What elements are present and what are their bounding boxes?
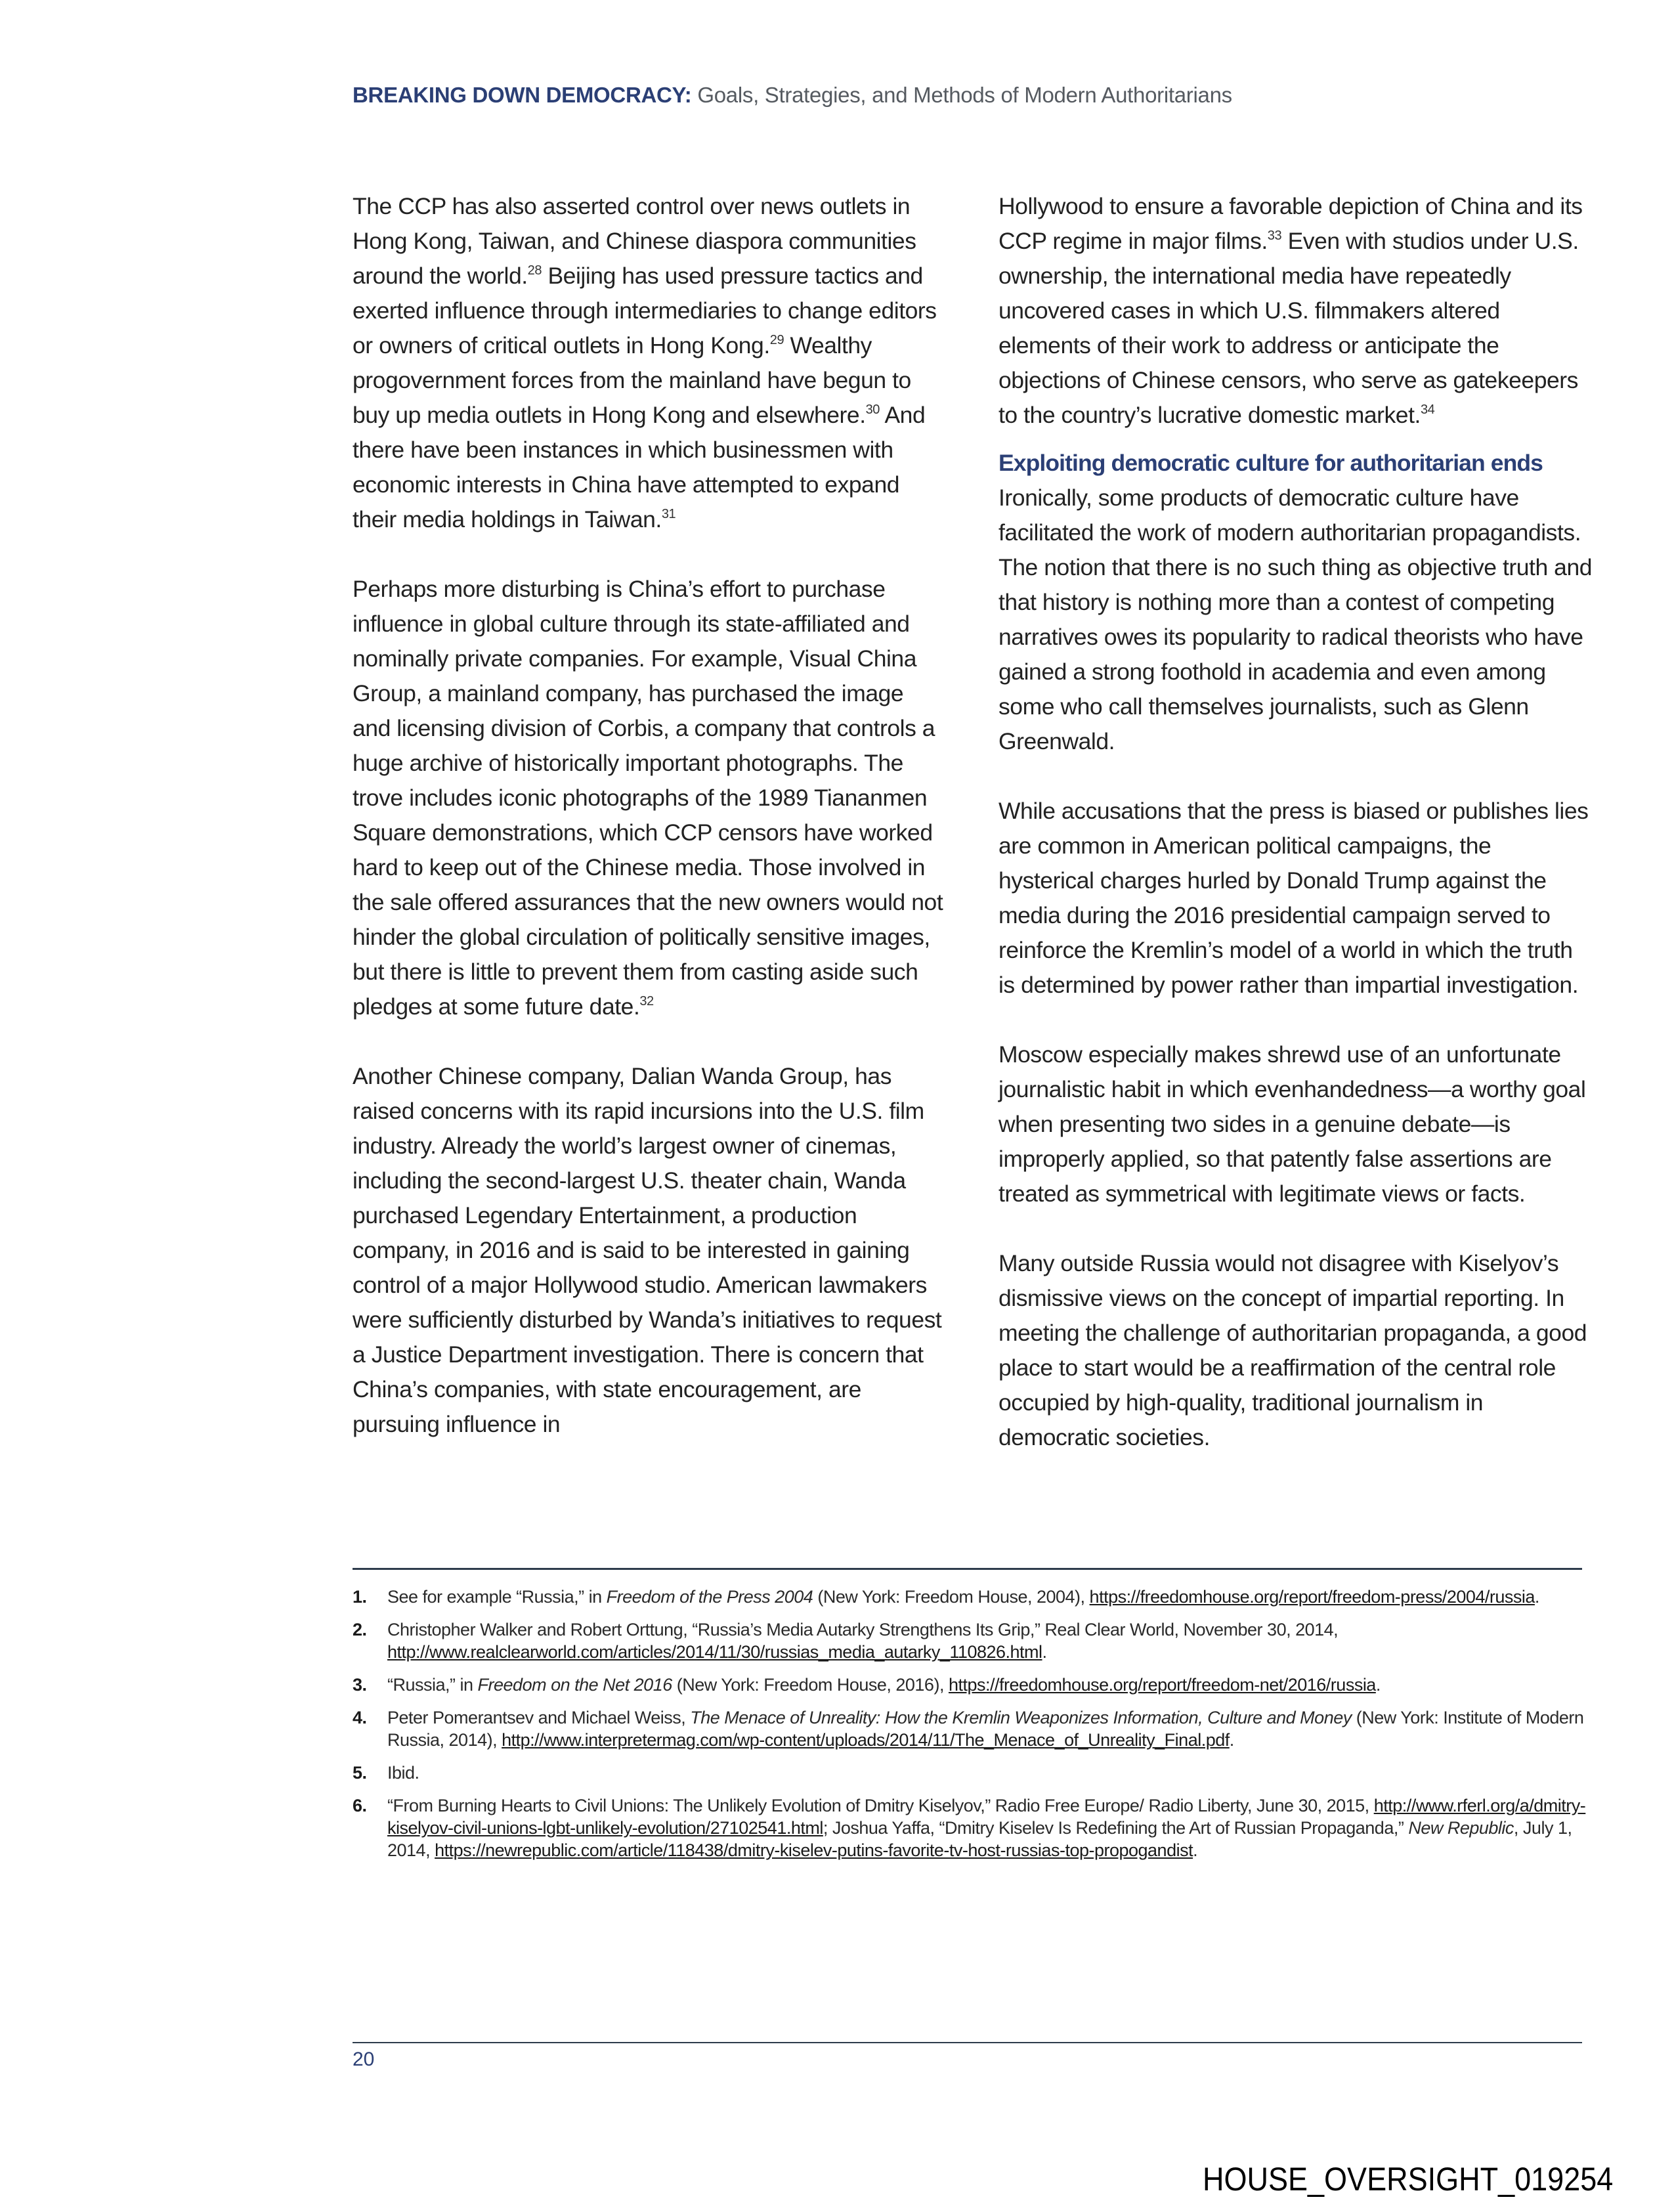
footnote-text: Ibid. [387, 1763, 419, 1783]
section-heading: Exploiting democratic culture for authoritarian ends [998, 450, 1543, 476]
footnote-text: “Russia,” in Freedom on the Net 2016 (New York: Freedom House, 2016), https://freedomhouse.org/report/freedom-net/2016/russia. [387, 1675, 1381, 1695]
italic-title: The Menace of Unreality: How the Kremlin Weaponizes Information, Culture and Money [690, 1708, 1352, 1727]
footnote-text: “From Burning Hearts to Civil Unions: The Unlikely Evolution of Dmitry Kiselyov,” Radio Free Europe/ Radio Liberty, June 30, 2015, http://www.rferl.org/a/dmitry-kiselyov-civil-unions-lgbt-unlikely-evolution/27102541.html; Joshua Yaffa, “Dmitry Kiselev Is Redefining the Art of Russian Propaganda,” New Republic, July 1, 2014, https://newrepublic.com/article/118438/dmitry-kiselev-putins-favorite-tv-host-russias-top-propogandist. [387, 1796, 1586, 1860]
paragraph: Many outside Russia would not disagree with Kiselyov’s dismissive views on the concept of impartial reporting. In meeting the challenge of authoritarian propaganda, a good place to start would be a reaffirmation of the central role occupied by high-quality, traditional journalism in democratic societies. [998, 1250, 1587, 1450]
right-column [998, 189, 1593, 1455]
running-head-subtitle: Goals, Strategies, and Methods of Modern Authoritarians [691, 83, 1232, 107]
left-column [353, 189, 943, 1442]
footnote-reference: 34 [1420, 402, 1435, 417]
footnote-item [353, 1674, 1587, 1696]
footnote-number: 3. [353, 1675, 367, 1695]
footnote-link[interactable]: http://www.rferl.org/a/dmitry-kiselyov-civil-unions-lgbt-unlikely-evolution/27102541.html [387, 1796, 1586, 1838]
footnote-number: 2. [353, 1620, 367, 1639]
footnote-reference: 30 [865, 402, 880, 417]
footnote-number: 4. [353, 1708, 367, 1727]
footnote-divider [353, 1568, 1582, 1570]
paragraph: While accusations that the press is biased or publishes lies are common in American political campaigns, the hysterical charges hurled by Donald Trump against the media during the 2016 presidential campaign served to reinforce the Kremlin’s model of a world in which the truth is determined by power rather than impartial investigation. [998, 798, 1589, 998]
page-footer-divider [353, 2042, 1582, 2043]
italic-title: Freedom of the Press 2004 [606, 1587, 813, 1607]
footnote-item [353, 1794, 1587, 1861]
footnote-item [353, 1706, 1587, 1751]
paragraph: The CCP has also asserted control over news outlets in Hong Kong, Taiwan, and Chinese diaspora communities around the world.$^{28}$ Beijing has used pressure tactics and exerted influence through intermediaries to change editors or owners of critical outlets in Hong Kong.$^{29}$ Wealthy progovernment forces from the mainland have begun to buy up media outlets in Hong Kong and elsewhere.$^{30}$ And there have been instances in which businessmen with economic interests in China have attempted to expand their media holdings in Taiwan.$^{31}$ [353, 193, 937, 532]
footnote-number: 1. [353, 1587, 367, 1607]
footnote-number: 6. [353, 1796, 367, 1815]
italic-title: New Republic [1408, 1818, 1514, 1838]
page-number: 20 [353, 2049, 375, 2070]
footnote-reference: 33 [1267, 228, 1282, 243]
footnote-link[interactable]: https://newrepublic.com/article/118438/dmitry-kiselev-putins-favorite-tv-host-russias-top-propogandist [435, 1840, 1193, 1860]
paragraph: Perhaps more disturbing is China’s effort to purchase influence in global culture through its state-affiliated and nominally private companies. For example, Visual China Group, a mainland company, has purchased the image and licensing division of Corbis, a company that controls a huge archive of historically important photographs. The trove includes iconic photographs of the 1989 Tiananmen Square demonstrations, which CCP censors have worked hard to keep out of the Chinese media. Those involved in the sale offered assurances that the new owners would not hinder the global circulation of politically sensitive images, but there is little to prevent them from casting aside such pledges at some future date.$^{32}$ [353, 576, 943, 1020]
running-head [353, 83, 1232, 108]
footnote-link[interactable]: https://freedomhouse.org/report/freedom-press/2004/russia [1089, 1587, 1535, 1607]
paragraph: Another Chinese company, Dalian Wanda Group, has raised concerns with its rapid incursions into the U.S. film industry. Already the world’s largest owner of cinemas, including the second-largest U.S. theater chain, Wanda purchased Legendary Entertainment, a production company, in 2016 and is said to be interested in gaining control of a major Hollywood studio. American lawmakers were sufficiently disturbed by Wanda’s initiatives to request a Justice Department investigation. There is concern that China’s companies, with state encouragement, are pursuing influence in [353, 1063, 942, 1437]
footnote-text: Christopher Walker and Robert Orttung, “Russia’s Media Autarky Strengthens Its Grip,” Real Clear World, November 30, 2014, http://www.realclearworld.com/articles/2014/11/30/russias_media_autarky_110826.html. [387, 1620, 1339, 1662]
footnote-link[interactable]: http://www.interpretermag.com/wp-content/uploads/2014/11/The_Menace_of_Unreality_Final.pdf [502, 1730, 1230, 1750]
footnote-item [353, 1762, 1587, 1784]
italic-title: Freedom on the Net 2016 [477, 1675, 672, 1695]
footnote-number: 5. [353, 1763, 367, 1783]
footnote-link[interactable]: https://freedomhouse.org/report/freedom-net/2016/russia [948, 1675, 1376, 1695]
paragraph: Ironically, some products of democratic culture have facilitated the work of modern authoritarian propagandists. The notion that there is no such thing as objective truth and that history is nothing more than a contest of competing narratives owes its popularity to radical theorists who have gained a strong foothold in academia and even among some who call themselves journalists, such as Glenn Greenwald. [998, 485, 1593, 754]
footnote-text: See for example “Russia,” in Freedom of the Press 2004 (New York: Freedom House, 2004), https://freedomhouse.org/report/freedom-press/2004/russia. [387, 1587, 1539, 1607]
bates-stamp: HOUSE_OVERSIGHT_019254 [1203, 2161, 1614, 2198]
footnote-reference: 31 [661, 507, 676, 521]
footnote-item [353, 1586, 1587, 1608]
paragraph: Hollywood to ensure a favorable depiction of China and its CCP regime in major films.$^{33}$ Even with studios under U.S. ownership, the international media have repeatedly uncovered cases in which U.S. filmmakers altered elements of their work to address or anticipate the objections of Chinese censors, who serve as gatekeepers to the country’s lucrative domestic market.$^{34}$ [998, 193, 1583, 428]
footnote-text: Peter Pomerantsev and Michael Weiss, The Menace of Unreality: How the Kremlin Weaponizes Information, Culture and Money (New York: Institute of Modern Russia, 2014), http://www.interpretermag.com/wp-content/uploads/2014/11/The_Menace_of_Unreality_Final.pdf. [387, 1708, 1584, 1750]
footnote-reference: 29 [769, 333, 784, 347]
footnotes [353, 1586, 1587, 1872]
footnote-item [353, 1618, 1587, 1663]
paragraph: Moscow especially makes shrewd use of an unfortunate journalistic habit in which evenhandedness—a worthy goal when presenting two sides in a genuine debate—is improperly applied, so that patently false assertions are treated as symmetrical with legitimate views or facts. [998, 1041, 1586, 1207]
footnote-reference: 28 [527, 263, 542, 278]
footnote-reference: 32 [639, 994, 654, 1008]
running-head-title: BREAKING DOWN DEMOCRACY: [353, 83, 692, 107]
footnote-link[interactable]: http://www.realclearworld.com/articles/2014/11/30/russias_media_autarky_110826.html [387, 1642, 1042, 1662]
